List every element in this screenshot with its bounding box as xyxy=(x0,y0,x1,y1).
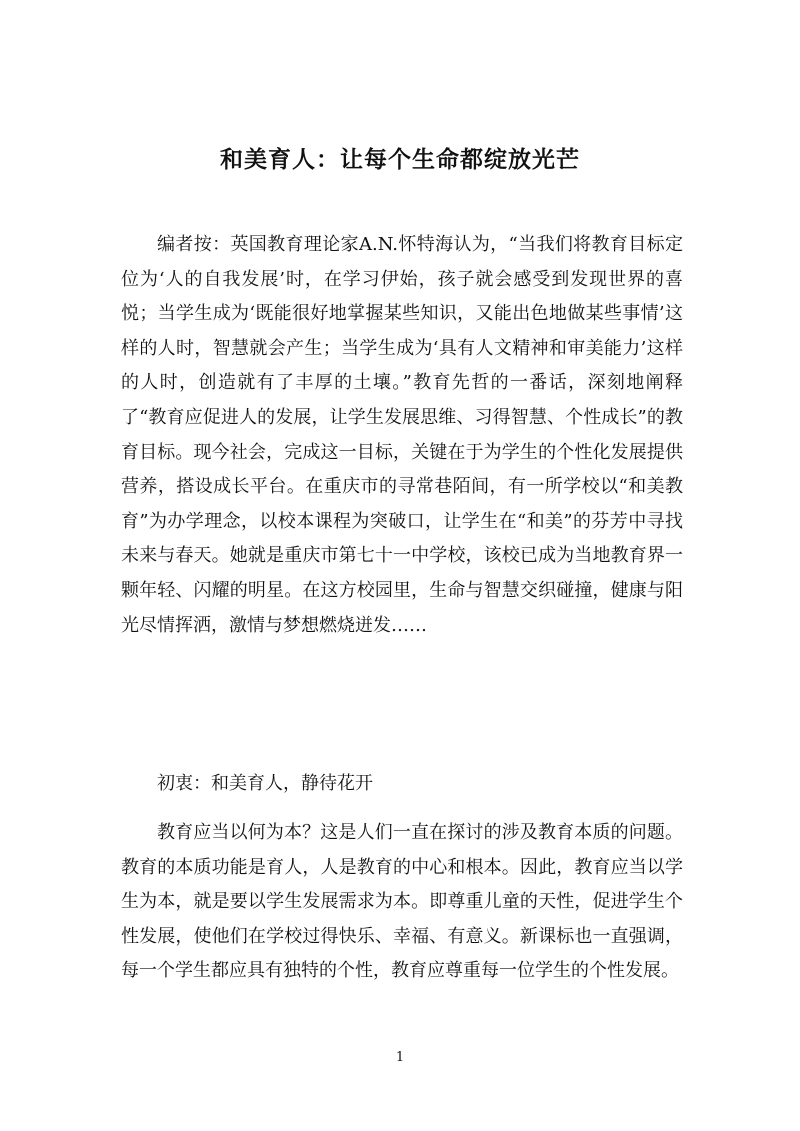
document-title: 和美育人：让每个生命都绽放光芒 xyxy=(220,147,580,173)
section-heading: 初衷：和美育人，静待花开 xyxy=(157,773,373,794)
page-number: 1 xyxy=(395,1050,405,1065)
section-body-paragraph: 教育应当以何为本？这是人们一直在探讨的涉及教育本质的问题。教育的本质功能是育人，人是教育的中心和根本。因此，教育应当以学生为本，就是要以学生发展需求为本。即尊重儿童的天性，促进学生个性发展，使他们在学校过得快乐、幸福、有意义。新课标也一直强调，每一个学生都应具有独特的个性，教育应尊重每一位学生的个性发展。 xyxy=(121,822,683,982)
editor-note-paragraph: 编者按：英国教育理论家A.N.怀特海认为，“当我们将教育目标定位为‘人的自我发展’时，在学习伊始，孩子就会感受到发现世界的喜悦；当学生成为‘既能很好地掌握某些知识，又能出色地做某些事情’这样的人时，智慧就会产生；当学生成为‘具有人文精神和审美能力’这样的人时，创造就有了丰厚的土壤。”教育先哲的一番话，深刻地阐释了“教育应促进人的发展，让学生发展思维、习得智慧、个性成长”的教育目标。现今社会，完成这一目标，关键在于为学生的个性化发展提供营养，搭设成长平台。在重庆市的寻常巷陌间，有一所学校以“和美教育”为办学理念，以校本课程为突破口，让学生在“和美”的芬芳中寻找未来与春天。她就是重庆市第七十一中学校，该校已成为当地教育界一颗年轻、闪耀的明星。在这方校园里，生命与智慧交织碰撞，健康与阳光尽情挥洒，激情与梦想燃烧迸发…… xyxy=(121,234,683,636)
